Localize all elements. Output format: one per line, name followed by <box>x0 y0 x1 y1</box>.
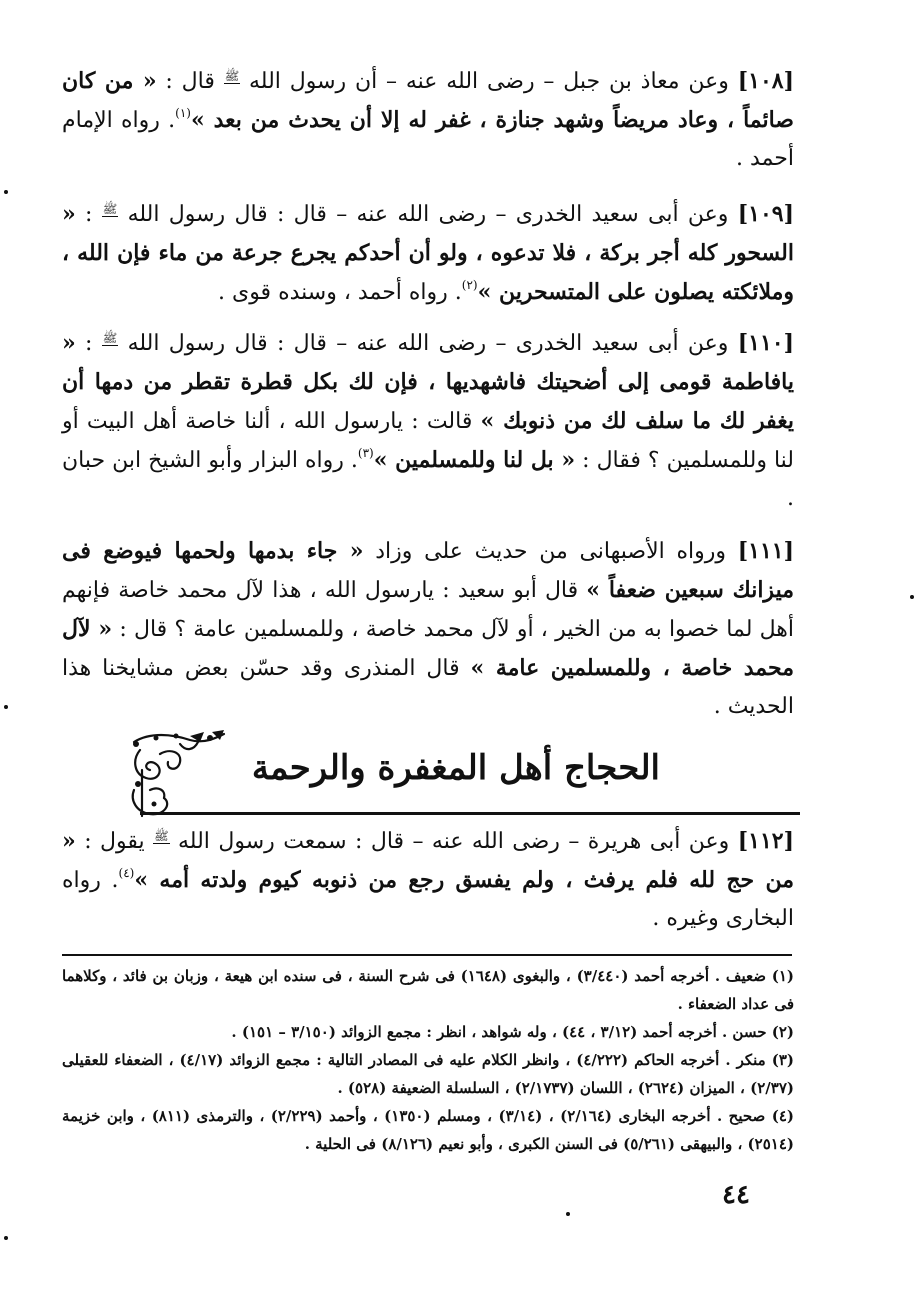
hadith-text: « يافاطمة قومى إلى أضحيتك فاشهديها ، فإن لك بكل قطرة تقطر من دمها أن يغفر لك ما سلف لك من ذنوبك » <box>62 330 794 434</box>
hadith-intro: وعن أبى سعيد الخدرى – رضى الله عنه – قال : قال رسول الله <box>118 331 738 356</box>
hadith-intro: وعن أبى سعيد الخدرى – رضى الله عنه – قال : قال رسول الله <box>118 202 738 227</box>
hadith-text: « من كان صائماً ، وعاد مريضاً وشهد جنازة ، غفر له إلا أن يحدث من بعد » <box>62 68 794 133</box>
hadith-number: [١١٢] <box>737 828 794 854</box>
scan-mark <box>4 1236 8 1240</box>
scan-mark <box>910 595 914 599</box>
hadith-number: [١٠٩] <box>737 201 794 227</box>
heading-underline <box>140 812 800 815</box>
footnote-ref: (٣) <box>357 446 374 460</box>
salawat-icon: ﷺ <box>102 202 118 216</box>
floral-ornament-icon <box>120 730 230 822</box>
salawat-icon: ﷺ <box>154 829 169 843</box>
scan-mark <box>566 1212 570 1216</box>
scan-mark <box>4 705 8 709</box>
hadith-110 <box>62 324 794 518</box>
scan-mark <box>4 190 8 194</box>
footnote-divider <box>62 954 792 956</box>
footnote-3: (٣) منكر . أخرجه الحاكم (٤/٢٢٢) ، وانظر الكلام عليه فى المصادر التالية : مجمع الزوائد (٤/١٧) ، الضعفاء للعقيلى (٢/٣٧) ، الميزان (٢٦٢٤) ، اللسان (٢/١٧٣٧) ، السلسلة الضعيفة (٥٢٨) . <box>62 1051 794 1097</box>
hadith-dialogue: قالت : يارسول الله ، ألنا خاصة أهل البيت أو لنا وللمسلمين ؟ فقال : <box>62 409 795 473</box>
footnote-ref: (١) <box>175 106 191 120</box>
footnote-4: (٤) صحيح . أخرجه البخارى (٢/١٦٤) ، (٣/١٤) ، ومسلم (١٣٥٠) ، وأحمد (٢/٢٢٩) ، والترمذى (٨١١) ، وابن خزيمة (٢٥١٤) ، والبيهقى (٥/٢٦١) فى السنن الكبرى ، وأبو نعيم (٨/١٢٦) فى الحلية . <box>62 1107 795 1153</box>
section-heading: الحجاج أهل المغفرة والرحمة <box>251 748 660 788</box>
page-number: ٤٤ <box>722 1180 750 1210</box>
hadith-connector: قال : <box>156 69 224 94</box>
salawat-icon: ﷺ <box>102 331 118 345</box>
hadith-connector: يقول : <box>75 829 154 854</box>
hadith-source: . رواه الإمام أحمد . <box>62 108 794 171</box>
hadith-source: قال المنذرى وقد حسّن بعض مشايخنا هذا الحديث . <box>62 656 794 719</box>
hadith-text-reply: « بل لنا وللمسلمين » <box>373 447 576 473</box>
footnote-2: (٢) حسن . أخرجه أحمد (٣/١٢ ، ٤٤) ، وله شواهد ، انظر : مجمع الزوائد (٣/١٥٠ – ١٥١) . <box>231 1023 794 1041</box>
hadith-text: « من حج لله فلم يرفث ، ولم يفسق رجع من ذنوبه كيوم ولدته أمه » <box>62 828 794 893</box>
hadith-intro: ورواه الأصبهانى من حديث على وزاد <box>363 539 738 564</box>
hadith-connector: : <box>75 202 102 227</box>
footnote-1: (١) ضعيف . أخرجه أحمد (٣/٤٤٠) ، والبغوى (١٦٤٨) فى شرح السنة ، فى سنده ابن هيعة ، وزبان بن فائد ، وكلاهما فى عداد الضعفاء . <box>62 967 795 1013</box>
hadith-source: . رواه البخارى وغيره . <box>62 868 794 931</box>
footnotes <box>62 962 794 1158</box>
hadith-source: . رواه أحمد ، وسنده قوى . <box>217 280 462 305</box>
section-banner <box>120 730 800 822</box>
hadith-108 <box>62 62 794 178</box>
hadith-111 <box>62 532 794 726</box>
hadith-source: . رواه البزار وأبو الشيخ ابن حبان . <box>62 448 794 511</box>
hadith-intro: وعن معاذ بن جبل – رضى الله عنه – أن رسول الله <box>240 69 738 94</box>
hadith-text-reply: « لآل محمد خاصة ، وللمسلمين عامة » <box>62 616 794 681</box>
hadith-112 <box>62 822 794 938</box>
hadith-dialogue: قال أبو سعيد : يارسول الله ، هذا لآل محمد خاصة فإنهم أهل لما خصوا به من الخير ، أو لآل محمد خاصة ، وللمسلمين عامة ؟ قال : <box>62 578 794 642</box>
hadith-text: « السحور كله أجر بركة ، فلا تدعوه ، ولو أن أحدكم يجرع جرعة من ماء فإن الله ، وملائكته يصلون على المتسحرين » <box>62 201 794 305</box>
hadith-connector: : <box>75 331 102 356</box>
hadith-number: [١١١] <box>737 538 794 564</box>
footnote-ref: (٤) <box>118 866 135 880</box>
hadith-intro: وعن أبى هريرة – رضى الله عنه – قال : سمعت رسول الله <box>169 829 738 854</box>
footnote-ref: (٢) <box>461 278 478 292</box>
hadith-number: [١١٠] <box>737 330 794 356</box>
salawat-icon: ﷺ <box>224 69 240 83</box>
hadith-text: « جاء بدمها ولحمها فيوضع فى ميزانك سبعين ضعفاً » <box>62 538 794 603</box>
hadith-number: [١٠٨] <box>737 68 794 94</box>
hadith-109 <box>62 195 794 312</box>
